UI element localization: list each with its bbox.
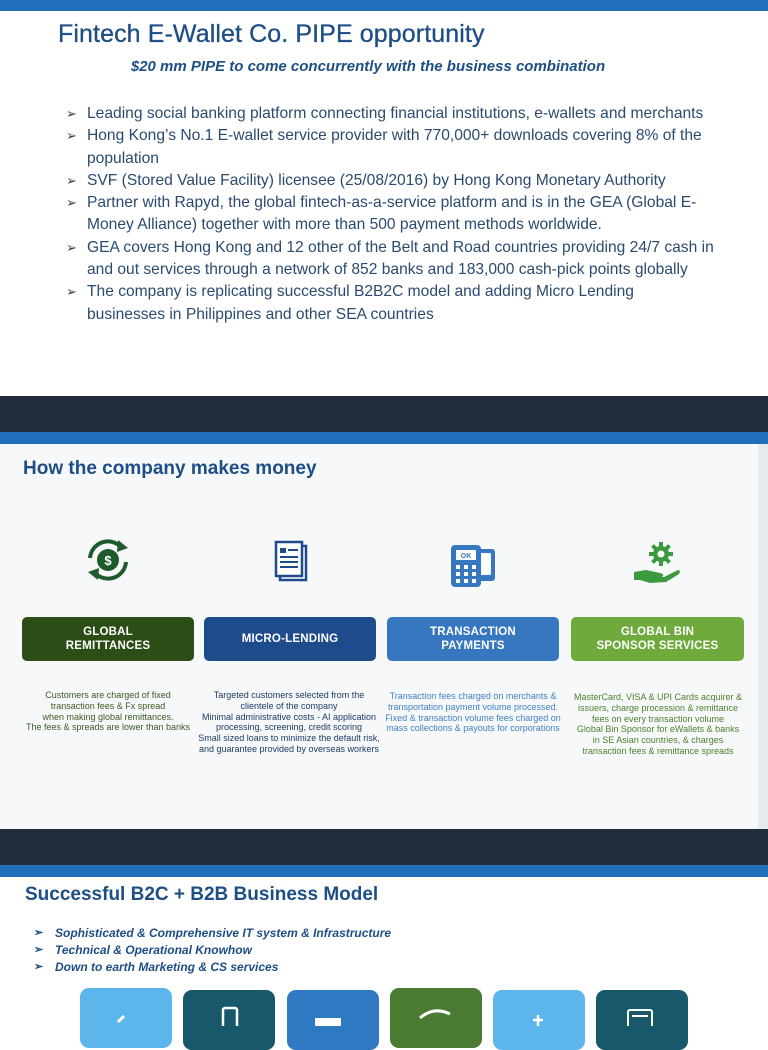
tile-handshake [390,988,482,1048]
currency-exchange-icon [84,536,132,584]
global-bin-sponsor-description [567,692,749,757]
bullet-text: Technical & Operational Knowhow [55,943,252,957]
arrow-bullet-icon: ➢ [66,239,77,255]
desc-line: transportation payment volume processed. [387,701,559,712]
section-title-revenue: How the company makes money [23,458,317,479]
list-item [66,125,716,170]
section-accent-bar [0,432,768,444]
arrow-bullet-icon: ➢ [66,128,77,144]
transaction-payments-description [380,691,566,734]
smartphone-icon [183,990,275,1026]
coin-icon [493,990,585,1026]
section-divider [0,396,768,432]
svg-text:$: $ [104,553,112,568]
tile-card [287,990,379,1050]
desc-line: transaction fees & Fx spread [50,700,166,711]
desc-line: when making global remittances. [42,711,174,722]
hand-gear-icon [632,540,680,588]
tile-check [80,988,172,1048]
top-accent-bar [0,0,768,11]
pill-label-line1: GLOBAL BIN [620,626,695,638]
bullet-text: GEA covers Hong Kong and 12 other of the Belt and Road countries providing 24/7 cash in and out services through a network of 852 banks and 183,000 cash-pick points globally [87,238,714,279]
desc-line: transaction fees & remittance spreads [582,745,734,756]
business-model-bullet-list [34,925,391,976]
bullet-text: SVF (Stored Value Facility) licensee (25/08/2016) by Hong Kong Monetary Authority [87,171,666,189]
device-icon [596,990,688,1026]
documents-icon [266,538,314,586]
pill-label-line1: GLOBAL [83,626,133,638]
desc-line: Targeted customers selected from the [213,690,365,700]
panel-edge [758,444,768,829]
list-item [34,942,391,959]
list-item [66,192,716,237]
section-divider [0,829,768,865]
check-icon [80,988,172,1024]
desc-line: fees on every transaction volume [591,713,725,724]
desc-line: Fixed & transaction volume fees charged on [385,712,561,723]
section-accent-bar [0,865,768,877]
page-subtitle: $20 mm PIPE to come concurrently with the business combination [130,58,606,75]
micro-lending-pill [204,617,376,661]
global-remittances-pill [22,617,194,661]
pill-label-line1: MICRO-LENDING [241,633,339,645]
tile-device [596,990,688,1050]
pill-label-line2: REMITTANCES [65,640,151,652]
desc-line: Customers are charged of fixed [45,690,171,700]
arrow-bullet-icon: ➢ [66,172,77,188]
desc-line: The fees & spreads are lower than banks [25,722,191,733]
list-item [34,959,391,976]
bullet-text: Hong Kong’s No.1 E-wallet service provider with 770,000+ downloads covering 8% of the population [87,127,702,167]
desc-line: Transaction fees charged on merchants & [389,691,557,701]
desc-line: Minimal administrative costs - AI application [201,711,377,722]
desc-line: Small sized loans to minimize the default risk, [198,733,380,744]
pill-label-line2: PAYMENTS [441,640,505,652]
desc-line: and guarantee provided by overseas workers [198,743,380,754]
list-item [66,170,716,192]
pos-terminal-icon [449,541,497,589]
list-item [34,925,391,942]
card-icon [287,990,379,1026]
desc-line: processing, screening, credit scoring [215,722,363,733]
tile-smartphone [183,990,275,1050]
list-item [66,103,716,125]
desc-line: Global Bin Sponsor for eWallets & banks [576,724,740,735]
arrow-bullet-icon: ➢ [34,927,44,939]
desc-line: mass collections & payouts for corporations [386,723,560,734]
bullet-text: Leading social banking platform connecting financial institutions, e-wallets and merchants [87,105,704,122]
arrow-bullet-icon: ➢ [66,284,77,300]
pill-label-line1: TRANSACTION [430,626,516,638]
desc-line: MasterCard, VISA & UPI Cards acquirer & [573,692,743,702]
transaction-payments-pill [387,617,559,661]
section-title-business-model: Successful B2C + B2B Business Model [25,884,379,905]
list-item [66,237,716,282]
list-item [66,281,716,326]
handshake-icon [390,988,482,1024]
micro-lending-description [195,690,383,755]
desc-line: in SE Asian countries, & charges [592,735,724,746]
bullet-text: Down to earth Marketing & CS services [55,960,279,974]
arrow-bullet-icon: ➢ [34,961,44,973]
svg-text:OK: OK [460,553,472,560]
bullet-text: Partner with Rapyd, the global fintech-as-a-service platform and is in the GEA (Global E-Money Alliance) together with more than 500 payment methods worldwide. [87,194,697,234]
pill-label-line2: SPONSOR SERVICES [596,640,719,652]
arrow-bullet-icon: ➢ [66,106,77,121]
opportunity-bullet-list [66,103,716,326]
arrow-bullet-icon: ➢ [34,944,44,956]
bullet-text: Sophisticated & Comprehensive IT system & Infrastructure [55,926,392,940]
global-remittances-description [17,690,199,733]
desc-line: issuers, charge procession & remittance [577,702,739,713]
global-bin-sponsor-pill [571,617,744,661]
bullet-text: The company is replicating successful B2B2C model and adding Micro Lending businesses in Philippines and other SEA countries [87,283,634,323]
desc-line: clientele of the company [240,700,338,711]
arrow-bullet-icon: ➢ [66,195,77,211]
tile-coin [493,990,585,1050]
page-title: Fintech E-Wallet Co. PIPE opportunity [58,20,485,48]
